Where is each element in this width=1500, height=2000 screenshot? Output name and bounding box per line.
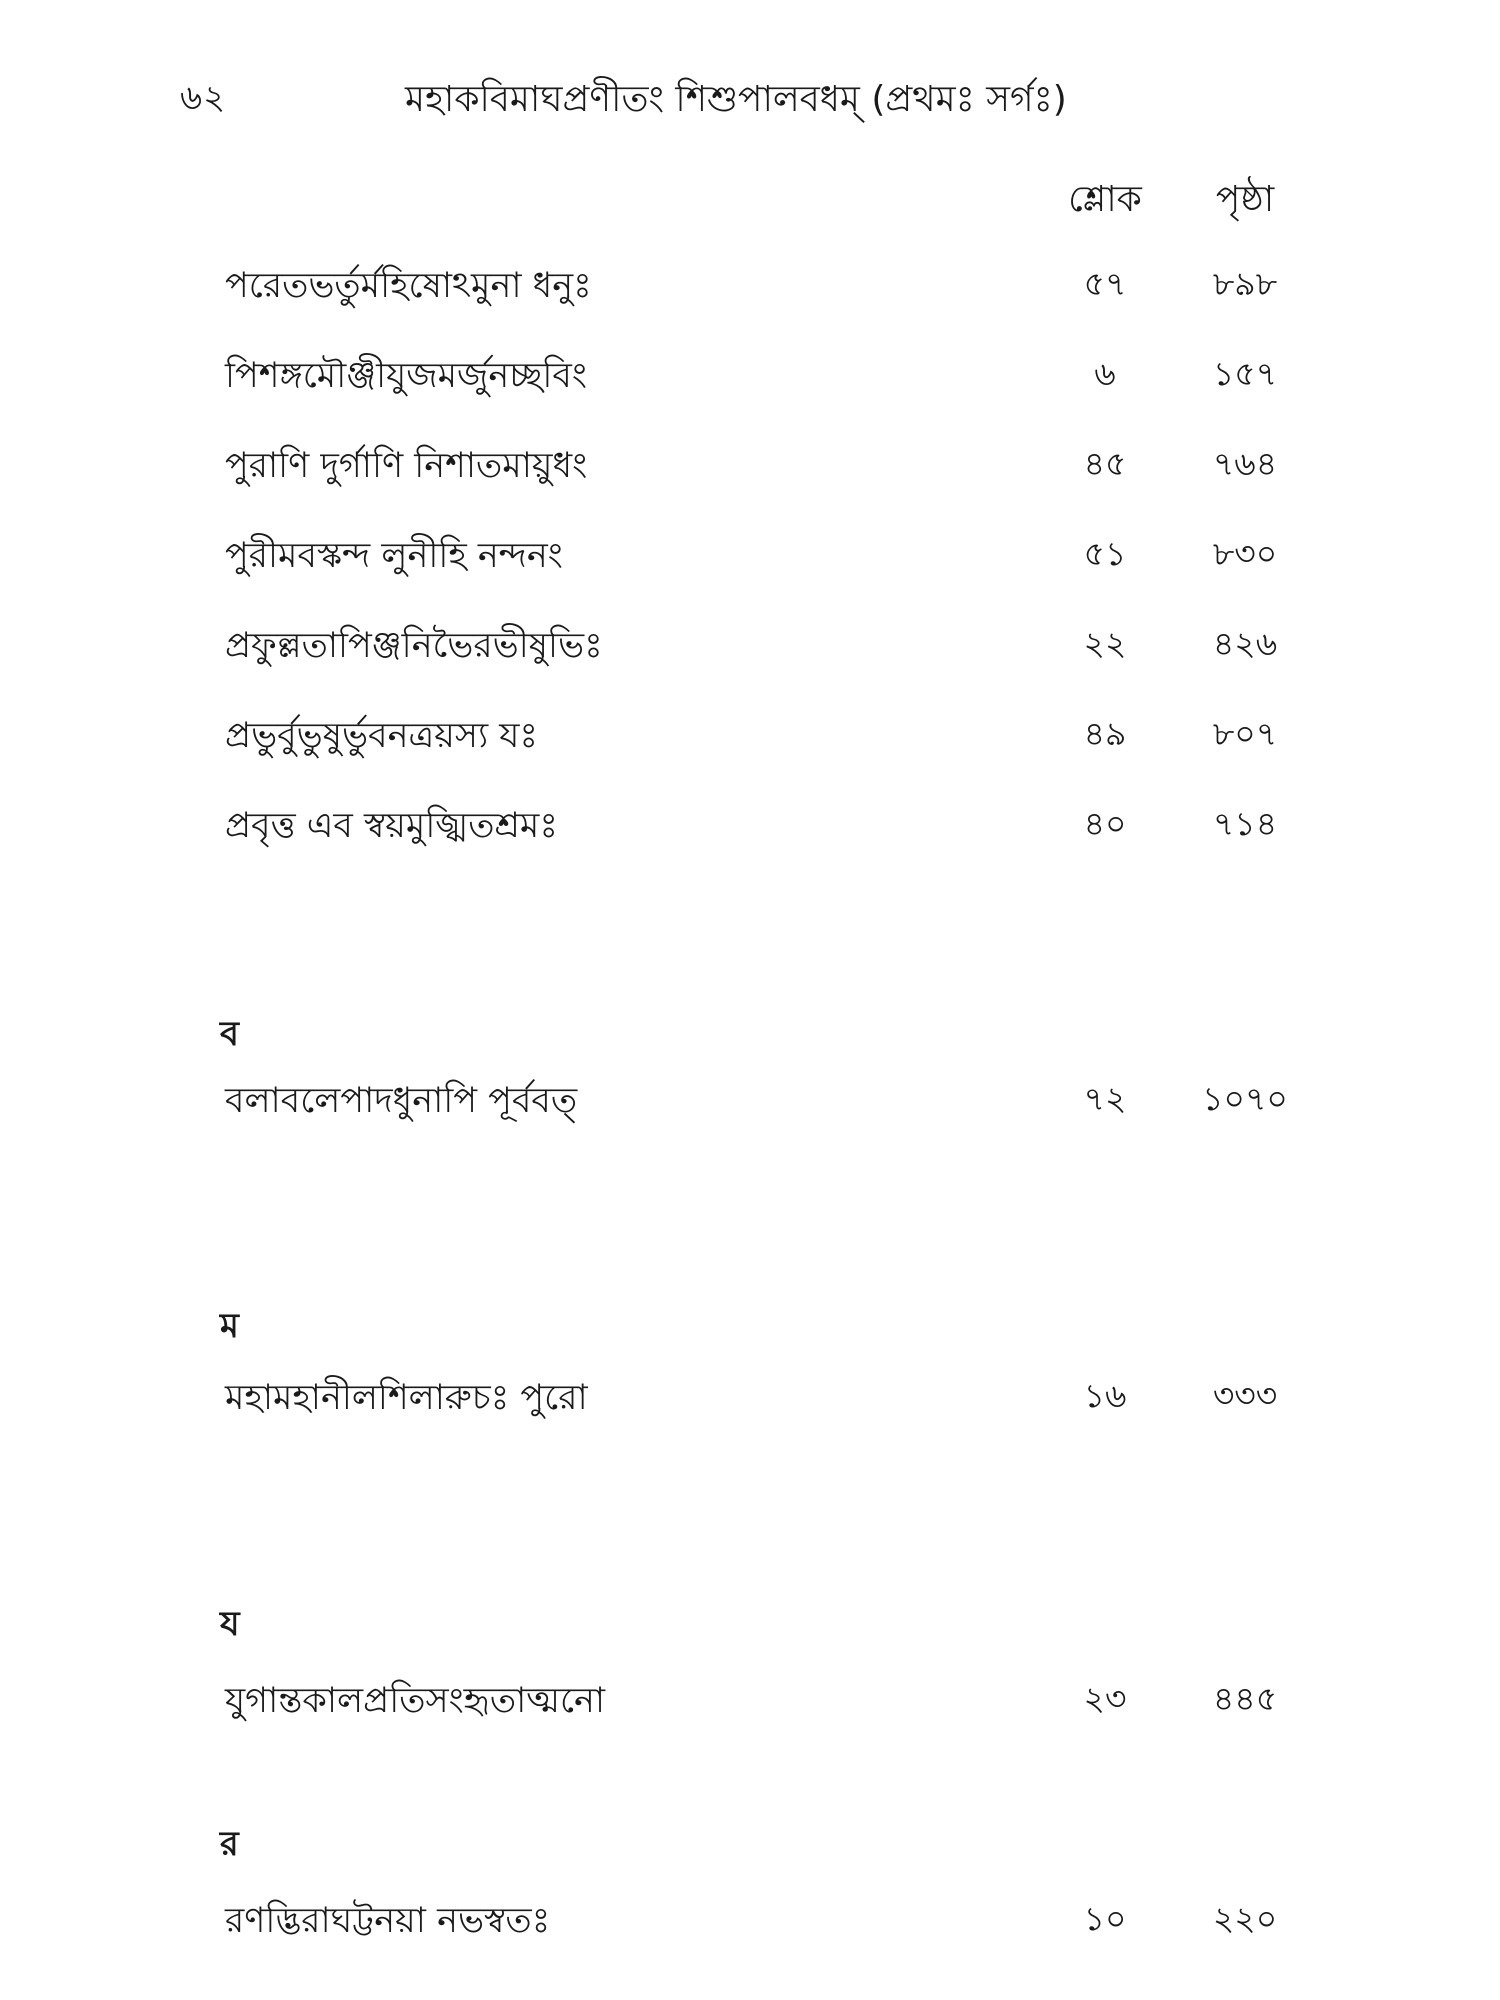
page-reference: ৮৯৮ [1212,264,1278,303]
index-entry [0,708,1500,768]
shloka-number: ১৬ [1083,1376,1127,1415]
page-reference: ৪৪৫ [1212,1679,1278,1718]
verse-first-line: পুরাণি দুর্গাণি নিশাতমায়ুধং [225,446,588,486]
shloka-number: ৪৫ [1083,444,1127,483]
index-entry [0,1673,1500,1733]
shloka-number: ২২ [1083,624,1127,663]
page-reference: ১৫৭ [1212,354,1278,393]
verse-first-line: প্রফুল্লতাপিঞ্জনিভৈরভীষুভিঃ [225,626,603,666]
shloka-number: ৬ [1094,354,1116,393]
page-reference: ৩৩৩ [1212,1376,1278,1415]
index-entry [0,438,1500,498]
page-reference: ৮৩০ [1212,534,1278,573]
shloka-number: ৭২ [1083,1079,1127,1118]
index-entry [0,1073,1500,1133]
column-header-shloka: শ্লোক [1068,179,1142,220]
index-entry [0,798,1500,858]
section-letter-ya: য [220,1604,240,1644]
index-entry [0,1893,1500,1953]
verse-first-line: পিশঙ্গমৌঞ্জীযুজমর্জুনচ্ছবিং [225,356,587,396]
shloka-number: ৪৯ [1083,714,1127,753]
page-reference: ৭১৪ [1212,804,1278,843]
section-letter-ra: র [220,1824,239,1864]
section-letter-ma: ম [220,1306,239,1346]
page-number: ৬২ [180,78,227,118]
shloka-number: ২৩ [1083,1679,1127,1718]
verse-first-line: যুগান্তকালপ্রতিসংহৃতাত্মনো [225,1681,606,1721]
shloka-number: ৪০ [1083,804,1127,843]
page-reference: ৪২৬ [1212,624,1278,663]
running-title: মহাকবিমাঘপ্রণীতং শিশুপালবধম্ (প্রথমঃ সর্গঃ) [405,79,1067,120]
shloka-number: ৫৭ [1083,264,1127,303]
page-reference: ১০৭০ [1202,1079,1288,1118]
section-letter-ba: ব [220,1014,239,1054]
index-entry [0,618,1500,678]
verse-first-line: মহামহানীলশিলারুচঃ পুরো [225,1378,588,1418]
page-reference: ২২০ [1212,1899,1278,1938]
shloka-number: ১০ [1083,1899,1127,1938]
page-reference: ৭৬৪ [1212,444,1278,483]
verse-first-line: বলাবলেপাদধুনাপি পূর্ববত্ [225,1081,578,1121]
page-reference: ৮০৭ [1212,714,1278,753]
column-headers [0,172,1500,222]
verse-first-line: প্রভুর্বুভুষুর্ভুবনত্রয়স্য যঃ [225,716,539,756]
index-entry [0,528,1500,588]
verse-first-line: প্রবৃত্ত এব স্বয়মুজ্ঝিতশ্রমঃ [225,806,559,846]
column-header-page: পৃষ্ঠা [1215,179,1275,220]
index-entry [0,258,1500,318]
index-entry [0,348,1500,408]
index-entry [0,1370,1500,1430]
verse-first-line: পরেতভর্তুর্মহিষোঽমুনা ধনুঃ [225,266,592,306]
verse-first-line: রণদ্ভিরাঘট্টনয়া নভস্বতঃ [225,1901,551,1941]
verse-first-line: পুরীমবস্কন্দ লুনীহি নন্দনং [225,536,563,576]
shloka-number: ৫১ [1083,534,1127,573]
